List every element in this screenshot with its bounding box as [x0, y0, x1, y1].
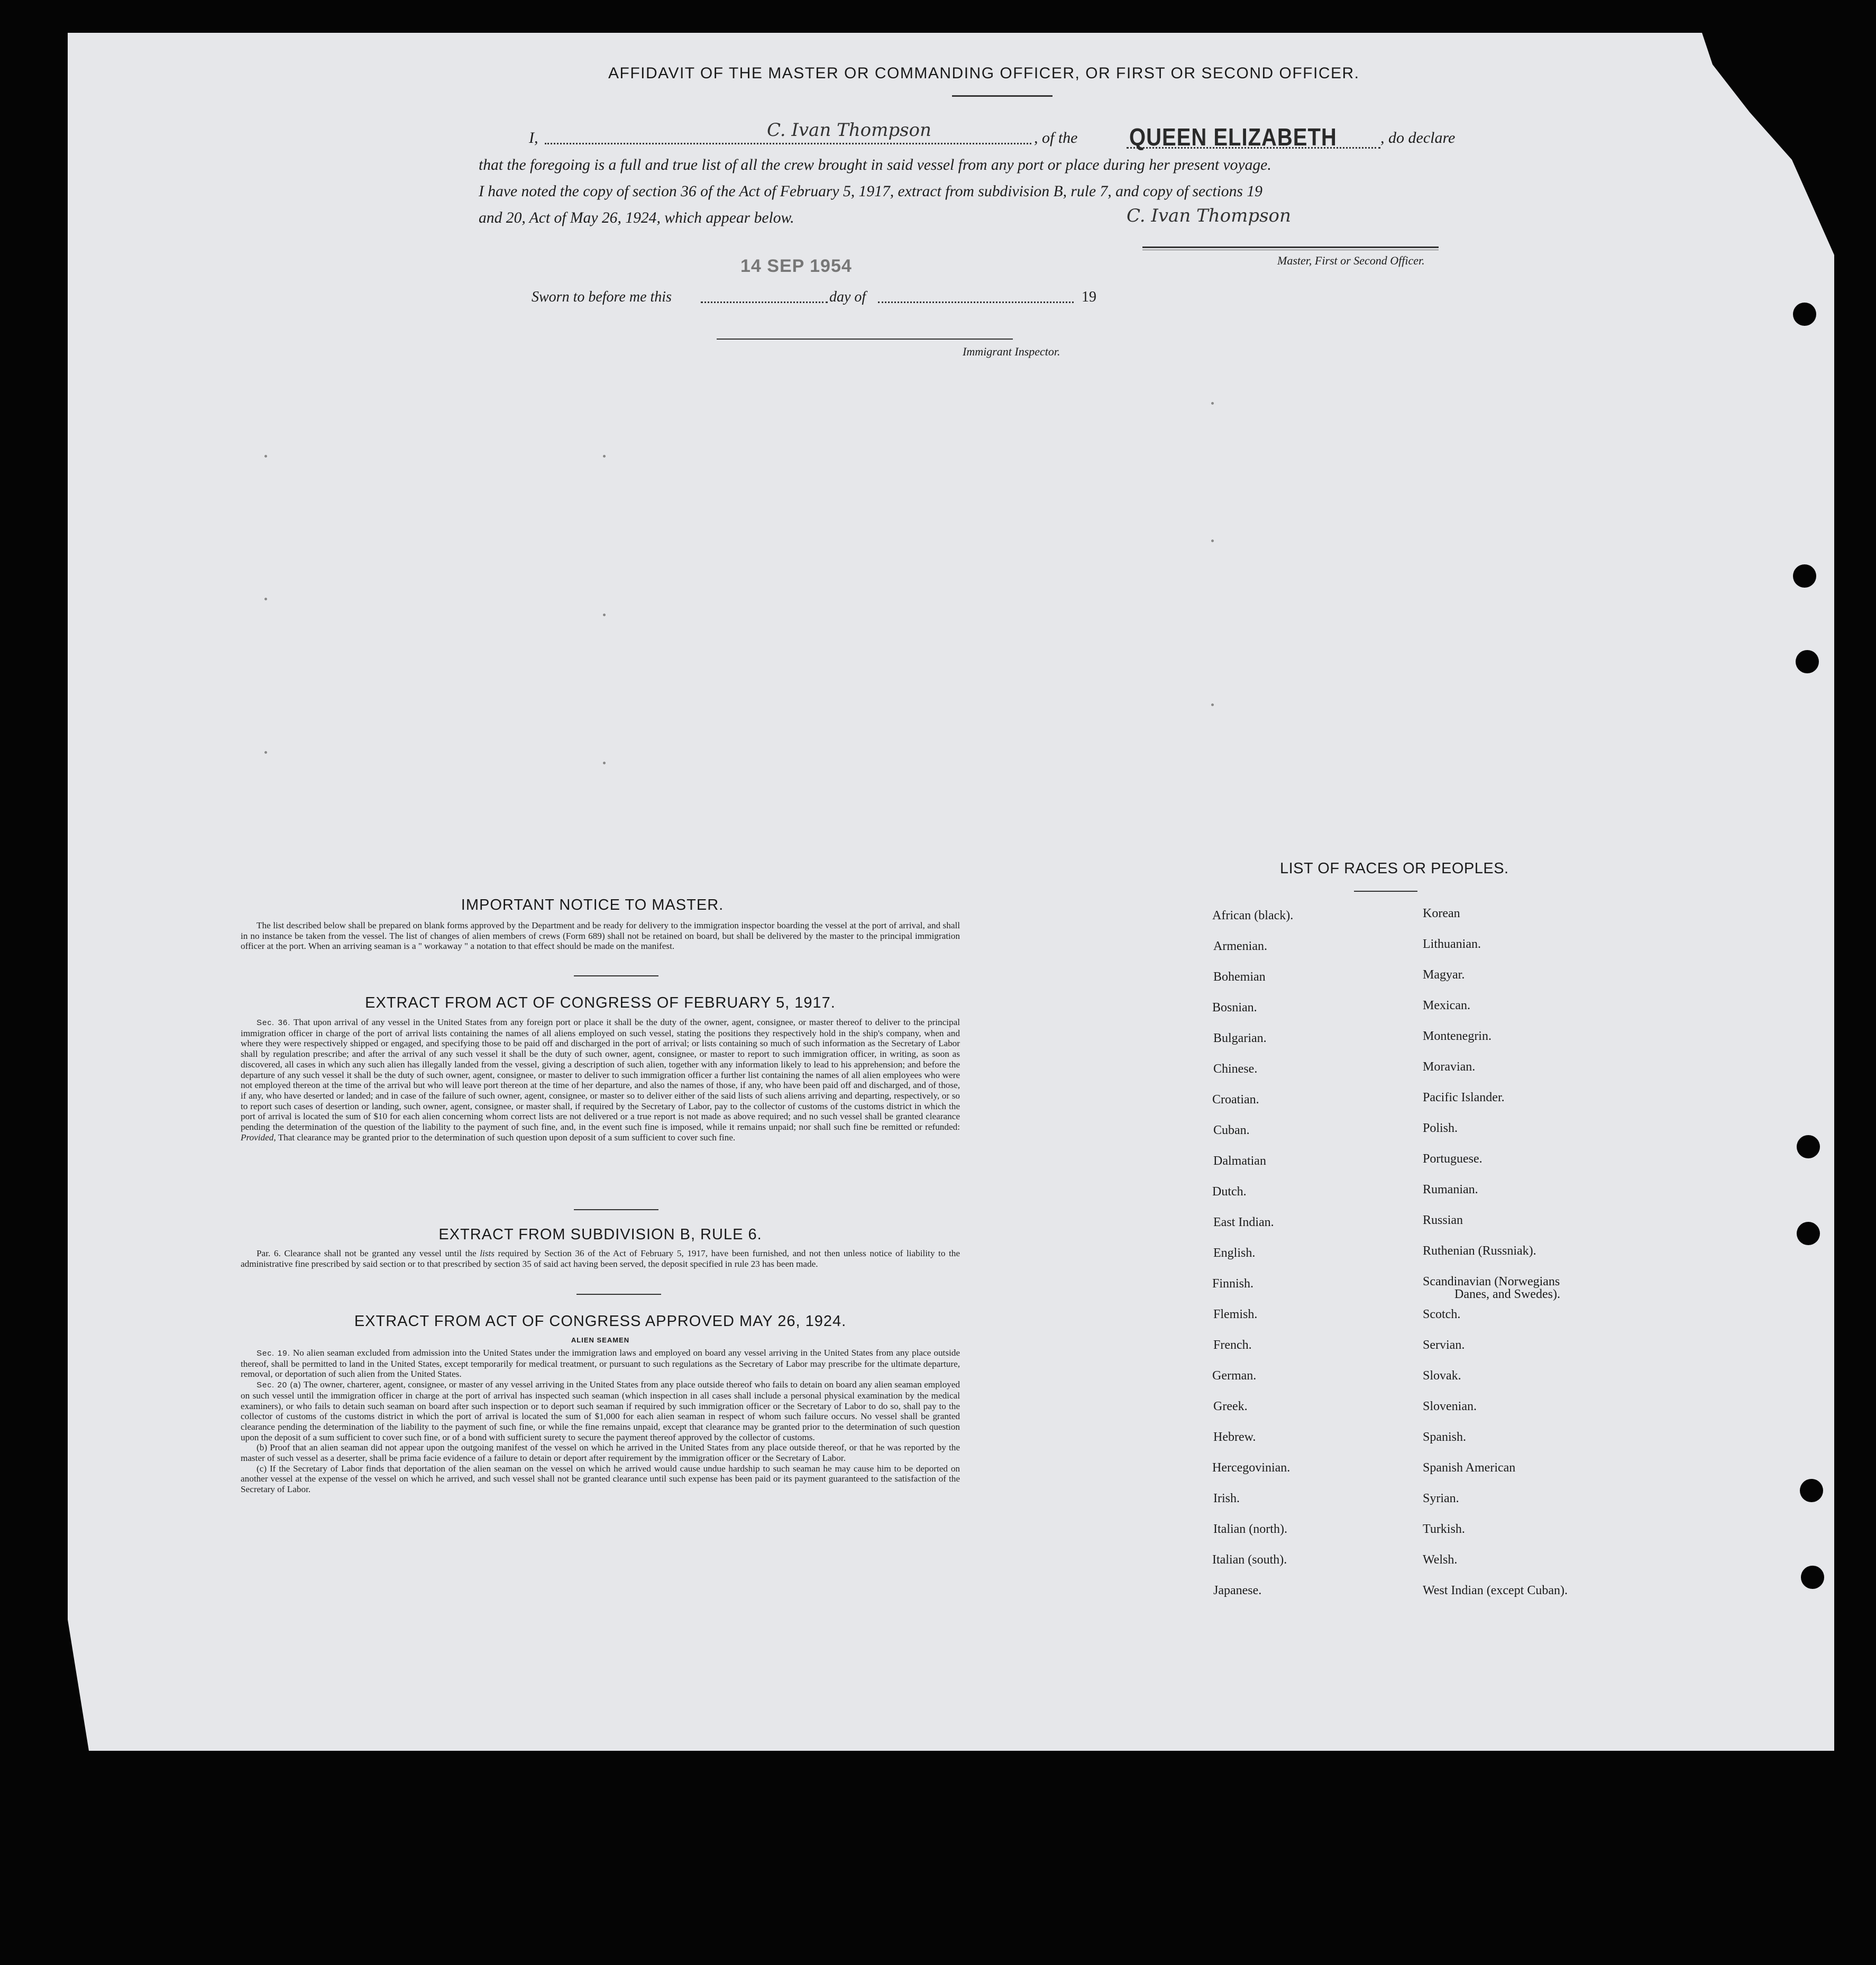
bleed-through-dot [603, 762, 606, 764]
race-item: Italian (north). [1213, 1522, 1287, 1536]
par-6-label: Par. 6. [257, 1248, 281, 1258]
race-item: German. [1212, 1369, 1257, 1383]
inspector-signature-line [717, 339, 1013, 340]
race-item: Bulgarian. [1213, 1031, 1267, 1045]
race-item: English. [1213, 1246, 1256, 1260]
declarant-prefix: I, [529, 129, 538, 147]
notice-text [241, 920, 960, 952]
affidavit-line-2: that the foregoing is a full and true list of all the crew brought in said vessel from any port or place during her present voyage. [479, 157, 1271, 173]
race-item: Mexican. [1423, 999, 1470, 1012]
rule-6-title: EXTRACT FROM SUBDIVISION B, RULE 6. [438, 1226, 762, 1243]
sec-19-label: Sec. 19. [257, 1349, 290, 1358]
extract-1924-title: EXTRACT FROM ACT OF CONGRESS APPROVED MAY 26, 1924. [354, 1313, 847, 1330]
sec-20c-body: If the Secretary of Labor finds that deportation of the alien seaman on the vessel on which he arrived would cause undue hardship to such seaman he may cause him to be deported on another vessel at the expense of the vessel on which he arrived, and such vessel shall not be granted clearance until such expense has been paid or its payment guaranteed to the satisfaction of the Secretary of Labor. [241, 1463, 960, 1495]
race-item: Dalmatian [1213, 1154, 1266, 1168]
sec-20c-label: (c) [257, 1463, 267, 1474]
race-item: Scotch. [1423, 1308, 1461, 1321]
notice-paragraph: The list described below shall be prepared on blank forms approved by the Department and be ready for delivery to the immigration inspector boarding the vessel at the port of arrival, and shall in no instance be taken from the vessel. The list of changes of alien members of crews (Form 689) shall not be retained on board, but shall be delivered by the master to the principal immigration officer at the port. When an arriving seaman is a " workaway " a notation to that effect should be made on the manifest. [241, 920, 960, 952]
race-item: African (black). [1212, 909, 1294, 922]
title-underline [952, 95, 1053, 97]
races-title: LIST OF RACES OR PEOPLES. [1280, 860, 1509, 877]
race-item: Flemish. [1213, 1308, 1258, 1321]
race-item: Syrian. [1423, 1492, 1459, 1505]
sec-20a-label: Sec. 20 (a) [257, 1381, 301, 1390]
race-item: French. [1213, 1338, 1252, 1352]
race-item: Pacific Islander. [1423, 1091, 1505, 1104]
punch-hole [1800, 1479, 1823, 1502]
par-6-body-b: required by Section 36 of the Act of February 5, 1917, have been furnished, and not then unless notice of liability to the administrative fine prescribed by said section or to that prescribed by section 35 of said act having been served, the deposit specified in rule 23 has been made. [241, 1248, 960, 1269]
race-item: Polish. [1423, 1121, 1458, 1135]
sec-20a-body: The owner, charterer, agent, consignee, or master of any vessel arriving in the United States from any place outside thereof who fails to detain on board any alien seaman employed on such vessel until the immigration officer in charge at the port of arrival has inspected such seaman (which inspection in all cases shall include a personal physical examination by the medical examiners), or who fails to detain such seaman on board after such inspection or to deport such seaman if required by such immigration officer or the Secretary of Labor to do so, shall pay to the collector of customs of the customs district in which the port of arrival is located the sum of $1,000 for each alien seaman in respect of whom such failure occurs. No vessel shall be granted clearance pending the determination of the liability to the payment of such fine, or while the fine remains unpaid, except that clearance may be granted prior to the determination of such question upon the deposit of a sum sufficient to cover such fine, or of a bond with sufficient surety to secure the payment thereof approved by the collector of customs. [241, 1379, 960, 1442]
race-item: Spanish. [1423, 1430, 1467, 1444]
race-item: Spanish American [1423, 1461, 1516, 1475]
bleed-through-dot [264, 455, 267, 458]
race-item: Russian [1423, 1213, 1463, 1227]
section-divider [574, 975, 658, 976]
sec-36-body: That upon arrival of any vessel in the United States from any foreign port or place it shall be the duty of the owner, agent, consignee, or master thereof to deliver to the principal immigration officer in charge of the port of arrival lists containing the names of all aliens employed on such vessel, stating the positions they respectively hold in the ship's company, when and where they were respectively shipped or engaged, and specifying those to be paid off and discharged in the port of arrival; or lists containing so much of such information as the Secretary of Labor shall by regulation prescribe; and after the arrival of any such vessel it shall be the duty of such owner, agent, consignee, or master to report to such immigration officer, in writing, as soon as discovered, all cases in which any such alien has illegally landed from the vessel, giving a description of such alien, together with any information likely to lead to his apprehension; and before the departure of any such vessel it shall be the duty of such owner, agent, consignee, or master to deliver to such immigration officer a further list containing the names of all alien employees who were not employed thereon at the time of the arrival but who will leave port thereon at the time of her departure, and also the names of those, if any, who have been paid off and discharged, and of those, if any, who have deserted or landed; and in case of the failure of such owner, agent, consignee, or master so to deliver either of the said lists of such aliens arriving and departing, respectively, or so to report such cases of desertion or landing, such owner, agent, consignee, or master shall, if required by the Secretary of Labor, pay to the collector of customs of the customs district in which the port of arrival is located the sum of $10 for each alien concerning whom correct lists are not delivered or a true report is not made as above required; and no such vessel shall be granted clearance pending the determination of the question of the liability to the payment of such fine, and, in the event such fine is imposed, while it remains unpaid; nor shall such fine be remitted or refunded: [241, 1017, 960, 1132]
sec-20b-label: (b) [257, 1442, 268, 1453]
par-6-body-a: Clearance shall not be granted any vessel until the [284, 1248, 477, 1258]
bleed-through-dot [603, 614, 606, 616]
race-item: Hebrew. [1213, 1430, 1256, 1444]
race-item: Ruthenian (Russniak). [1423, 1244, 1536, 1258]
punch-hole [1793, 564, 1816, 588]
rule-6-text [241, 1248, 960, 1269]
race-item: Rumanian. [1423, 1183, 1478, 1196]
sec-19-body: No alien seaman excluded from admission into the United States under the immigration laws and employed on board any vessel arriving in the United States from any place outside thereof, shall be permitted to land in the United States, except temporarily for medical treatment, or pursuant to such regulations as the Secretary of Labor may prescribe for the ultimate departure, removal, or deportation of such alien from the United States. [241, 1348, 960, 1379]
extract-1917-text [241, 1017, 960, 1143]
punch-hole [1796, 650, 1819, 673]
race-item: Italian (south). [1212, 1553, 1287, 1567]
signature-line [1142, 246, 1439, 248]
declarant-name-line [545, 143, 1031, 144]
race-item: Lithuanian. [1423, 937, 1481, 951]
signer-caption: Master, First or Second Officer. [1277, 254, 1425, 267]
master-signature: C. Ivan Thompson [1127, 205, 1291, 226]
race-item: Moravian. [1423, 1060, 1476, 1074]
race-item: Magyar. [1423, 968, 1465, 982]
bleed-through-dot [264, 751, 267, 754]
section-divider [576, 1294, 661, 1295]
race-item: Chinese. [1213, 1062, 1258, 1076]
inspector-caption: Immigrant Inspector. [963, 345, 1060, 358]
race-item: Hercegovinian. [1212, 1461, 1291, 1475]
extract-1917-title: EXTRACT FROM ACT OF CONGRESS OF FEBRUARY 5, 1917. [365, 994, 836, 1011]
sworn-month-line [878, 301, 1074, 303]
race-item: Finnish. [1212, 1277, 1254, 1291]
race-item: Greek. [1213, 1400, 1248, 1413]
race-item-continuation: Danes, and Swedes). [1454, 1287, 1560, 1301]
sworn-year-label: 19 [1082, 289, 1096, 305]
race-item: Scandinavian (Norwegians [1423, 1275, 1560, 1288]
race-item: Japanese. [1213, 1584, 1262, 1597]
proviso-body: That clearance may be granted prior to the determination of such question upon deposit of a sum sufficient to cover such fine. [278, 1132, 736, 1143]
vessel-of-label: , of the [1034, 129, 1078, 147]
vessel-name-line [1127, 147, 1380, 149]
sworn-label: Sworn to before me this [532, 289, 672, 305]
race-item: Slovak. [1423, 1369, 1461, 1383]
race-item: Bohemian [1213, 970, 1266, 984]
sworn-day-line [701, 301, 828, 303]
punch-hole [1797, 1135, 1820, 1158]
declare-suffix: , do declare [1380, 129, 1456, 147]
race-item: Welsh. [1423, 1553, 1458, 1567]
lists-word: lists [480, 1248, 495, 1258]
sworn-day-label: day of [829, 289, 866, 305]
affidavit-line-1 [529, 129, 538, 147]
bleed-through-dot [264, 598, 267, 600]
race-item: Montenegrin. [1423, 1029, 1491, 1043]
section-divider [574, 1209, 658, 1210]
sec-20b-body: Proof that an alien seaman did not appear upon the outgoing manifest of the vessel on which he arrived in the United States from any place outside thereof, or that he was reported by the master of such vessel as a deserter, shall be prima facie evidence of a failure to detain or deport after requirement by the immigration officer or the Secretary of Labor. [241, 1442, 960, 1464]
race-item: Slovenian. [1423, 1400, 1477, 1413]
bleed-through-dot [603, 455, 606, 458]
races-title-underline [1354, 891, 1417, 892]
race-item: Dutch. [1212, 1185, 1247, 1199]
extract-1924-text [241, 1348, 960, 1495]
date-stamp: 14 SEP 1954 [740, 256, 852, 276]
race-item: Korean [1423, 907, 1460, 920]
affidavit-line-3: I have noted the copy of section 36 of the Act of February 5, 1917, extract from subdivision B, rule 7, and copy of sections 19 [479, 183, 1262, 200]
sec-36-label: Sec. 36. [257, 1018, 291, 1027]
bleed-through-dot [1211, 402, 1214, 405]
bleed-through-dot [1211, 703, 1214, 706]
race-item: Bosnian. [1212, 1001, 1257, 1015]
affidavit-line-4: and 20, Act of May 26, 1924, which appear below. [479, 209, 794, 226]
race-item: Portuguese. [1423, 1152, 1483, 1166]
race-item: Irish. [1213, 1492, 1240, 1505]
notice-title: IMPORTANT NOTICE TO MASTER. [461, 897, 724, 913]
bleed-through-dot [1211, 540, 1214, 542]
punch-hole [1801, 1566, 1824, 1589]
declarant-signature: C. Ivan Thompson [767, 120, 931, 141]
punch-hole [1793, 303, 1816, 326]
race-item: Croatian. [1212, 1093, 1259, 1107]
proviso-label: Provided, [241, 1132, 276, 1143]
race-item: Cuban. [1213, 1123, 1250, 1137]
race-item: Armenian. [1213, 939, 1267, 953]
vessel-name-stamp: QUEEN ELIZABETH [1129, 124, 1337, 151]
affidavit-title: AFFIDAVIT OF THE MASTER OR COMMANDING OFFICER, OR FIRST OR SECOND OFFICER. [608, 65, 1360, 82]
race-item: Turkish. [1423, 1522, 1465, 1536]
race-item: East Indian. [1213, 1215, 1274, 1229]
race-item: West Indian (except Cuban). [1423, 1584, 1568, 1597]
alien-seamen-subtitle: ALIEN SEAMEN [571, 1336, 630, 1344]
race-item: Servian. [1423, 1338, 1465, 1352]
punch-hole [1797, 1222, 1820, 1245]
